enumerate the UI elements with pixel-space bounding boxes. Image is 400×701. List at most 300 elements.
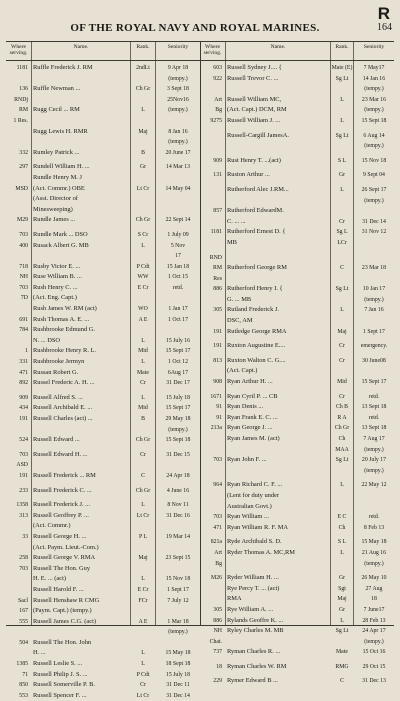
rank-cell: L xyxy=(340,117,344,124)
rank-cell: L xyxy=(141,359,145,366)
rank-cell: L xyxy=(141,661,145,668)
seniority-cell: 26 May 10 xyxy=(361,575,387,582)
seniority-cell: 28 Feb 13 xyxy=(362,617,386,624)
officer-name-cell: Rundell William H. ... xyxy=(33,163,90,171)
table-row xyxy=(200,548,394,559)
rank-cell: Cr xyxy=(140,451,146,458)
where-serving-cell: 1358 xyxy=(16,502,28,509)
seniority-cell: 6Aug 17 xyxy=(167,369,189,376)
where-serving-cell: 305 xyxy=(213,307,222,314)
rank-cell: L xyxy=(141,107,145,114)
rank-cell: E Cr xyxy=(137,284,149,291)
table-row xyxy=(200,537,394,548)
rank-cell: C xyxy=(340,265,344,272)
where-serving-cell: 718 xyxy=(19,263,28,270)
rank-cell: LCr xyxy=(337,239,347,246)
where-serving-cell: 703 xyxy=(213,457,222,464)
table-row xyxy=(200,116,394,127)
table-row xyxy=(6,521,200,532)
table-row xyxy=(6,63,200,74)
officer-name-cell: Russell Archibald E. ... xyxy=(33,404,93,412)
navy-list-table xyxy=(6,41,394,699)
seniority-cell: (tempy.) xyxy=(168,75,188,82)
seniority-cell: (tempy.) xyxy=(168,426,188,433)
where-serving-cell: 213a xyxy=(210,425,222,432)
where-serving-cell: 603 xyxy=(213,65,222,71)
officer-name-cell: Rundle Mark ... DSO xyxy=(33,230,88,238)
officer-name-cell: Rundle Henry M. J xyxy=(33,173,82,181)
seniority-cell: 7 May17 xyxy=(363,65,385,71)
where-serving-cell: 691 xyxy=(19,316,28,323)
rank-cell: Maj xyxy=(138,128,148,135)
table-row xyxy=(200,512,394,523)
where-serving-cell: 524 xyxy=(19,437,28,444)
rank-cell: Sg L xyxy=(336,229,348,236)
table-row xyxy=(6,617,200,628)
officer-name-cell: Rush Henry C. ... xyxy=(33,283,78,291)
rank-cell: Cr xyxy=(339,218,345,225)
right-column-header xyxy=(200,42,394,61)
table-row xyxy=(200,263,394,274)
rank-cell: Cr xyxy=(339,343,345,350)
rank-cell: Mid xyxy=(138,405,148,412)
officer-name-cell: Rushbrooke Jermyn xyxy=(33,358,85,366)
table-row xyxy=(200,573,394,584)
officer-name-cell: Ryan George J. ... xyxy=(227,424,273,432)
table-row xyxy=(6,511,200,522)
seniority-cell: 31 Dec 14 xyxy=(166,692,190,699)
officer-name-cell: Minesweeping) xyxy=(33,205,73,213)
where-serving-cell: 909 xyxy=(213,157,222,164)
table-row xyxy=(6,532,200,543)
table-row xyxy=(200,305,394,316)
where-serving-cell: 9275 xyxy=(210,117,222,124)
officer-name-cell: Russel Frederic A. H. ... xyxy=(33,379,95,387)
rank-cell: Gr xyxy=(338,575,346,582)
table-row xyxy=(200,217,394,228)
seniority-cell: 15 July 18 xyxy=(165,394,191,401)
table-row xyxy=(200,455,394,466)
rank-cell: RMG xyxy=(335,663,349,670)
rank-cell: L xyxy=(141,394,145,401)
officer-name-cell: Russell The Hon. Guy xyxy=(33,564,91,572)
seniority-cell: 25Nov16 xyxy=(167,96,189,103)
table-row xyxy=(6,596,200,607)
seniority-cell: 15 Sept 17 xyxy=(165,348,191,355)
seniority-cell: 31 Dec 13 xyxy=(362,678,386,685)
seniority-cell: 22 Sept 14 xyxy=(165,217,191,224)
officer-name-cell: Rugg Lewis H. RMR xyxy=(33,127,88,135)
rank-cell: Lt Cr xyxy=(136,512,150,519)
seniority-cell: 3 Sept 18 xyxy=(167,86,189,93)
rank-cell: B xyxy=(141,416,145,422)
officer-name-cell: (Act. Commr.) xyxy=(33,522,71,530)
table-row xyxy=(6,205,200,216)
officer-name-cell: Rust Henry T. ...(act) xyxy=(227,156,281,164)
table-row xyxy=(6,553,200,564)
table-row xyxy=(200,141,394,152)
left-column xyxy=(6,41,201,699)
table-row xyxy=(6,251,200,262)
seniority-cell: 15 Nov 18 xyxy=(361,157,387,164)
right-rows xyxy=(200,63,394,687)
seniority-cell: 15 May 18 xyxy=(361,539,387,546)
where-serving-cell: 892 xyxy=(19,380,28,387)
rank-cell: P L xyxy=(139,533,147,540)
seniority-cell: 15 Sept 17 xyxy=(361,379,387,386)
seniority-cell: 1 Sept 17 xyxy=(167,586,189,593)
seniority-cell: 1 Mar 18 xyxy=(167,618,189,625)
officer-name-cell: Russell Philip J. S. ... xyxy=(33,670,88,678)
rank-cell: Ch B xyxy=(335,404,349,411)
officer-name-cell: Ruse William B. ... xyxy=(33,273,82,281)
table-row xyxy=(200,434,394,445)
officer-name-cell: (Paym. Capt.) (tempy.) xyxy=(33,607,92,615)
table-row xyxy=(200,341,394,352)
officer-name-cell: Russell George H. ... xyxy=(33,532,87,540)
where-serving-cell: 909 xyxy=(19,394,28,401)
header-rank: Rank. xyxy=(136,44,150,50)
rank-cell: C xyxy=(141,472,145,479)
table-row xyxy=(6,460,200,471)
officer-name-cell: Rutherford Ernest D. { xyxy=(227,228,286,236)
rank-cell: Ch Gr xyxy=(135,217,151,224)
table-row xyxy=(6,241,200,252)
seniority-cell: 15 Jan 18 xyxy=(166,263,190,270)
table-row xyxy=(6,95,200,106)
table-row xyxy=(6,500,200,511)
table-row xyxy=(6,648,200,659)
table-row xyxy=(6,450,200,461)
table-row xyxy=(200,284,394,295)
seniority-cell: 7 July 12 xyxy=(167,597,189,604)
where-serving-cell: 71 xyxy=(22,671,28,678)
officer-name-cell: Russell William MC, xyxy=(227,95,282,103)
where-serving-cell: M29 xyxy=(17,217,28,224)
officer-name-cell: Rye William A. ... xyxy=(227,605,274,613)
rank-cell: Lt Cr xyxy=(136,692,150,699)
where-serving-cell: 471 xyxy=(19,369,28,376)
table-row xyxy=(6,148,200,159)
officer-name-cell: Russell Alfred S. ... xyxy=(33,393,83,401)
seniority-cell: 30 June08 xyxy=(362,357,386,364)
seniority-cell: 4 June 16 xyxy=(166,487,190,494)
table-row xyxy=(200,356,394,367)
rank-cell: E C xyxy=(337,514,347,521)
officer-name-cell: Russell The Hon. John xyxy=(33,638,92,646)
table-row xyxy=(6,670,200,681)
officer-name-cell: Russell Edward H. ... xyxy=(33,450,88,458)
where-serving-cell: 784 xyxy=(19,327,28,334)
page-number: 164 xyxy=(377,22,392,33)
seniority-cell: (tempy.) xyxy=(364,467,384,474)
seniority-cell: 8 Nov 11 xyxy=(167,502,189,509)
seniority-cell: 21 Aug 16 xyxy=(361,549,387,556)
where-serving-cell: Art xyxy=(214,96,222,103)
table-row xyxy=(200,95,394,106)
seniority-cell: 31 Dec 17 xyxy=(166,380,190,387)
where-serving-cell: 908 xyxy=(213,379,222,386)
seniority-cell: (tempy.) xyxy=(364,107,384,114)
table-row xyxy=(6,84,200,95)
officer-name-cell: Australian Govt.) xyxy=(227,502,272,510)
officer-name-cell: Rusby Victor E. ... xyxy=(33,262,81,270)
seniority-cell: 24 Apr 18 xyxy=(166,472,190,479)
table-row xyxy=(200,253,394,264)
section-letter: R xyxy=(377,4,390,23)
rank-cell: L xyxy=(141,502,145,509)
where-serving-cell: 33 xyxy=(22,533,28,540)
rank-cell: Cr xyxy=(140,682,146,689)
seniority-cell: 29 May 18 xyxy=(165,416,191,422)
where-serving-cell: 813 xyxy=(213,357,222,364)
officer-name-cell: RMA xyxy=(227,595,242,603)
officer-name-cell: Russell Edward ... xyxy=(33,436,80,444)
officer-name-cell: Russell William J. ... xyxy=(227,116,281,124)
officer-name-cell: Rushbrooke Henry R. L. xyxy=(33,347,97,355)
where-serving-cell: 703 xyxy=(19,451,28,458)
seniority-cell: 17 xyxy=(175,253,181,260)
seniority-cell: 7 June17 xyxy=(363,606,385,613)
seniority-cell: 22 May 12 xyxy=(361,482,387,489)
where-serving-cell: Res xyxy=(213,275,222,282)
where-serving-cell: 886 xyxy=(213,286,222,293)
officer-name-cell: Russell Frederick C. ... xyxy=(33,486,92,494)
table-row xyxy=(200,616,394,627)
where-serving-cell: Bg xyxy=(215,107,222,114)
rank-cell: C xyxy=(340,678,344,685)
table-row xyxy=(6,336,200,347)
officer-name-cell: Russell Leslie S. ... xyxy=(33,660,83,668)
rank-cell: Mid xyxy=(138,348,148,355)
where-serving-cell: 434 xyxy=(19,405,28,412)
table-row xyxy=(6,283,200,294)
where-serving-cell: RNDj xyxy=(14,96,28,103)
table-row xyxy=(200,170,394,181)
table-row xyxy=(200,413,394,424)
rank-cell: Ch xyxy=(338,436,346,442)
table-row xyxy=(200,445,394,456)
rank-cell: B xyxy=(141,149,145,156)
table-row xyxy=(6,304,200,315)
seniority-cell: 20 July 17 xyxy=(361,457,387,464)
where-serving-cell: M26 xyxy=(211,575,222,582)
seniority-cell: retd. xyxy=(368,414,380,421)
rank-cell: Ch Gr xyxy=(334,425,350,432)
table-row xyxy=(200,637,394,648)
rank-cell: S Cr xyxy=(137,231,149,238)
where-serving-cell: Art xyxy=(214,549,222,556)
rank-cell: Ch Gr xyxy=(135,487,151,494)
seniority-cell: 7 Jan 16 xyxy=(364,307,384,314)
table-row xyxy=(6,638,200,649)
seniority-cell: (tempy.) xyxy=(364,638,384,645)
table-row xyxy=(200,662,394,673)
rank-cell: E Cr xyxy=(137,586,149,593)
table-row xyxy=(200,502,394,513)
header-where-serving: Where serving. xyxy=(203,44,222,56)
rank-cell: Sg Lt xyxy=(335,75,349,82)
left-column-header xyxy=(6,42,200,61)
where-serving-cell: 857 xyxy=(213,208,222,215)
table-row xyxy=(6,137,200,148)
officer-name-cell: Ryder Thomas A. MC,RM xyxy=(227,548,295,556)
officer-name-cell: (Asst. Director of xyxy=(33,195,78,203)
table-row xyxy=(6,585,200,596)
officer-name-cell: Rugg Cecil ... RM xyxy=(33,106,80,114)
seniority-cell: (tempy.) xyxy=(364,296,384,303)
header-name: Name. xyxy=(73,44,89,50)
rank-cell: Maj xyxy=(337,328,347,335)
rank-cell: WO xyxy=(138,306,148,313)
seniority-cell: 15 July 18 xyxy=(165,671,191,678)
officer-name-cell: Russell Frederick ... RM xyxy=(33,471,96,479)
table-row xyxy=(6,357,200,368)
seniority-cell: 9 Apr 18 xyxy=(167,65,189,71)
seniority-cell: 31 Dec 16 xyxy=(166,512,190,519)
rank-cell: Cr xyxy=(140,380,146,387)
header-where-serving: Where serving. xyxy=(9,44,28,56)
seniority-cell: 23 Mar 16 xyxy=(361,96,387,103)
officer-name-cell: Russell Geoffrey P. ... xyxy=(33,511,89,519)
officer-name-cell: Ryan Frank E. C. ... xyxy=(227,413,278,421)
seniority-cell: (tempy.) xyxy=(168,629,188,636)
seniority-cell: 15 Sept 18 xyxy=(165,437,191,444)
table-row xyxy=(200,74,394,85)
officer-name-cell: Ruxton Walton C. G.... xyxy=(227,356,286,364)
seniority-cell: 13 Sept 18 xyxy=(361,404,387,411)
seniority-cell: (tempy.) xyxy=(168,139,188,146)
seniority-cell: (tempy.) xyxy=(364,143,384,150)
rank-cell: S L xyxy=(337,157,347,164)
where-serving-cell: Bg xyxy=(215,560,222,567)
where-serving-cell: 964 xyxy=(213,482,222,489)
table-row xyxy=(6,116,200,127)
rank-cell: L xyxy=(340,186,344,193)
seniority-cell: (tempy.) xyxy=(168,107,188,114)
officer-name-cell: Rye Percy T. ... (act) xyxy=(227,584,280,592)
seniority-cell: 14 Jan 16 xyxy=(362,75,386,82)
header-rank: Rank. xyxy=(335,44,349,50)
rank-cell: Mate xyxy=(137,369,149,376)
table-row xyxy=(6,543,200,554)
where-serving-cell: 191 xyxy=(19,416,28,422)
seniority-cell: 6 Aug 14 xyxy=(363,132,385,139)
where-serving-cell: 850 xyxy=(19,682,28,689)
table-row xyxy=(6,315,200,326)
table-row xyxy=(200,423,394,434)
officer-name-cell: Rutherford Henry I. { xyxy=(227,285,283,293)
officer-name-cell: Russell Frederick J. ... xyxy=(33,501,90,509)
seniority-cell: retd. xyxy=(368,514,380,521)
rank-cell: WW xyxy=(137,274,149,281)
where-serving-cell: 1181 xyxy=(210,229,222,236)
officer-name-cell: Rutland Frederick J. xyxy=(227,306,280,314)
table-row xyxy=(6,325,200,336)
where-serving-cell: 332 xyxy=(19,149,28,156)
seniority-cell: 31 Dec 15 xyxy=(166,451,190,458)
where-serving-cell: 1671 xyxy=(210,393,222,400)
page-title: OF THE ROYAL NAVY AND ROYAL MARINES. xyxy=(70,22,320,34)
rank-cell: P Cdt xyxy=(136,263,150,270)
where-serving-cell: RND xyxy=(209,254,222,261)
table-row xyxy=(6,346,200,357)
rank-cell: Cr xyxy=(339,357,345,364)
seniority-cell: 18 xyxy=(371,596,377,603)
seniority-cell: 15 Oct 16 xyxy=(362,649,386,656)
table-row xyxy=(6,162,200,173)
table-row xyxy=(6,378,200,389)
seniority-cell: 29 Oct 15 xyxy=(362,663,386,670)
officer-name-cell: MB xyxy=(227,238,237,246)
table-row xyxy=(6,403,200,414)
where-serving-cell: RM xyxy=(18,107,28,114)
table-row xyxy=(6,486,200,497)
rank-cell: Mid xyxy=(337,379,347,386)
rank-cell: Mate xyxy=(336,649,348,656)
seniority-cell: (tempy.) xyxy=(364,197,384,204)
table-row xyxy=(6,574,200,585)
officer-name-cell: (Act. Commr.) OBE xyxy=(33,184,85,192)
officer-name-cell: Ryman Charles W. RM xyxy=(227,662,287,670)
seniority-cell: 23 Sept 15 xyxy=(165,555,191,562)
table-row xyxy=(200,466,394,477)
rank-cell: 2ndLt xyxy=(136,65,150,71)
where-serving-cell: 331 xyxy=(19,359,28,366)
officer-name-cell: Russell Trevor C. ... xyxy=(227,74,279,82)
table-row xyxy=(200,196,394,207)
rank-cell: Maj xyxy=(138,555,148,562)
seniority-cell: 31 Nov 12 xyxy=(361,229,387,236)
table-row xyxy=(6,680,200,691)
rank-cell: Gr xyxy=(338,606,346,613)
seniority-cell: (tempy.) xyxy=(364,86,384,93)
officer-name-cell: Rutherford Alec J.RM... xyxy=(227,185,289,193)
rank-cell: Sg Lt xyxy=(335,286,349,293)
officer-name-cell: Russan Robert G. xyxy=(33,368,79,376)
where-serving-cell: 886 xyxy=(213,617,222,624)
rank-cell: Gr xyxy=(139,164,147,171)
table-row xyxy=(200,327,394,338)
where-serving-cell: 703 xyxy=(19,565,28,572)
where-serving-cell: 555 xyxy=(19,618,28,625)
officer-name-cell: Rundle James ... xyxy=(33,216,76,224)
officer-name-cell: Russell Spencer F. ... xyxy=(33,691,87,699)
table-row xyxy=(200,559,394,570)
officer-name-cell: Russell-Cargill JamesA. xyxy=(227,131,290,139)
rank-cell: L xyxy=(340,549,344,556)
seniority-cell: 20 June 17 xyxy=(165,149,191,156)
table-row xyxy=(200,402,394,413)
where-serving-cell: 1 Res. xyxy=(13,117,28,124)
seniority-cell: 1 Sept 17 xyxy=(363,328,385,335)
rank-cell: Ch Gr xyxy=(135,86,151,93)
seniority-cell: 5 Nov xyxy=(170,242,186,249)
rank-cell: L xyxy=(141,576,145,583)
table-row xyxy=(6,425,200,436)
table-row xyxy=(200,105,394,116)
seniority-cell: 8 Feb 13 xyxy=(363,524,385,531)
officer-name-cell: (Act. Capt.) DCM, RM xyxy=(227,106,287,114)
table-row xyxy=(200,63,394,74)
seniority-cell: 1 Jan 17 xyxy=(168,306,188,313)
seniority-cell: (tempy.) xyxy=(364,560,384,567)
seniority-cell: retd. xyxy=(368,393,380,400)
table-row xyxy=(200,523,394,534)
header-seniority: Seniority xyxy=(167,44,189,50)
seniority-cell: 1 Oct 15 xyxy=(168,274,188,281)
officer-name-cell: Rutledge George RMA xyxy=(227,327,287,335)
